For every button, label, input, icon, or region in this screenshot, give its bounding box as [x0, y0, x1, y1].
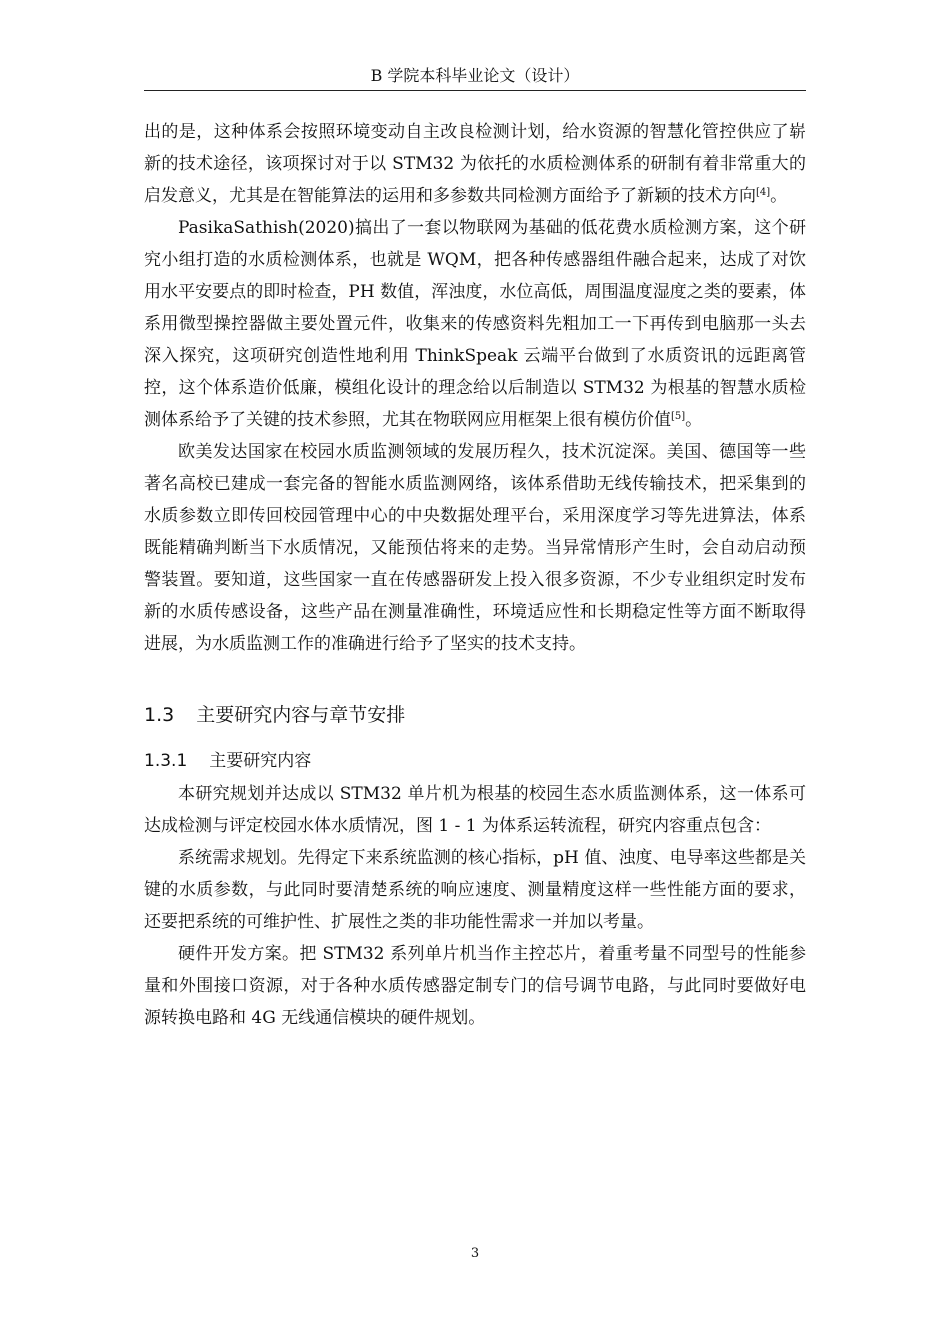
paragraph-overseas	[144, 436, 806, 660]
section-title: 主要研究内容与章节安排	[196, 704, 406, 726]
citation-ref: [4]	[756, 187, 771, 198]
paragraph-text: 系统需求规划。先得定下来系统监测的核心指标，pH 值、浊度、电导率这些都是关键的水质参数，与此同时要清楚系统的响应速度、测量精度这样一些性能方面的要求，还要把系统的可维护性、扩展性之类的非功能性需求一并加以考量。	[144, 848, 806, 932]
section-number: 1.3	[144, 704, 175, 726]
subsection-title: 主要研究内容	[209, 751, 312, 771]
header-title: B 学院本科毕业论文（设计）	[370, 66, 580, 85]
paragraph-text: PasikaSathish(2020)搞出了一套以物联网为基础的低花费水质检测方案，这个研究小组打造的水质检测体系，也就是 WQM，把各种传感器组件融合起来，达成了对饮用水平安要点的即时检查，PH 数值，浑浊度，水位高低，周围温度湿度之类的要素，体系用微型操控器做主要处置元件，收集来的传感资料先粗加工一下再传到电脑那一头去深入探究，这项研究创造性地利用 ThinkSpeak 云端平台做到了水质资讯的远距离管控，这个体系造价低廉，模组化设计的理念给以后制造以 STM32 为根基的智慧水质检测体系给予了关键的技术参照，尤其在物联网应用框架上很有模仿价值	[144, 218, 806, 430]
paragraph-pasika	[144, 212, 806, 436]
running-header	[144, 64, 806, 91]
page-number: 3	[470, 1246, 480, 1261]
subsection-heading-1-3-1	[144, 746, 806, 776]
paragraph-text: 欧美发达国家在校园水质监测领域的发展历程久，技术沉淀深。美国、德国等一些著名高校已建成一套完备的智能水质监测网络，该体系借助无线传输技术，把采集到的水质参数立即传回校园管理中心的中央数据处理平台，采用深度学习等先进算法，体系既能精确判断当下水质情况，又能预估将来的走势。当异常情形产生时，会自动启动预警装置。要知道，这些国家一直在传感器研发上投入很多资源，不少专业组织定时发布新的水质传感设备，这些产品在测量准确性，环境适应性和长期稳定性等方面不断取得进展，为水质监测工作的准确进行给予了坚实的技术支持。	[144, 442, 806, 654]
paragraph-text: 硬件开发方案。把 STM32 系列单片机当作主控芯片，着重考量不同型号的性能参量和外围接口资源，对于各种水质传感器定制专门的信号调节电路，与此同时要做好电源转换电路和 4G 无线通信模块的硬件规划。	[144, 944, 806, 1028]
paragraph-research-intro	[144, 778, 806, 842]
subsection-number: 1.3.1	[144, 751, 188, 771]
paragraph-end: 。	[685, 410, 703, 430]
body-text	[144, 116, 806, 1034]
citation-ref: [5]	[671, 411, 686, 422]
paragraph-end: 。	[770, 186, 788, 206]
paragraph-text: 本研究规划并达成以 STM32 单片机为根基的校园生态水质监测体系，这一体系可达成检测与评定校园水体水质情况，图 1 - 1 为体系运转流程，研究内容重点包含：	[144, 784, 806, 836]
paragraph-continued	[144, 116, 806, 212]
paragraph-text: 出的是，这种体系会按照环境变动自主改良检测计划，给水资源的智慧化管控供应了崭新的技术途径，该项探讨对于以 STM32 为依托的水质检测体系的研制有着非常重大的启发意义，尤其是在智能算法的运用和多参数共同检测方面给予了新颖的技术方向	[144, 122, 806, 206]
paragraph-requirements	[144, 842, 806, 938]
section-heading-1-3	[144, 700, 806, 730]
paragraph-hardware	[144, 938, 806, 1034]
